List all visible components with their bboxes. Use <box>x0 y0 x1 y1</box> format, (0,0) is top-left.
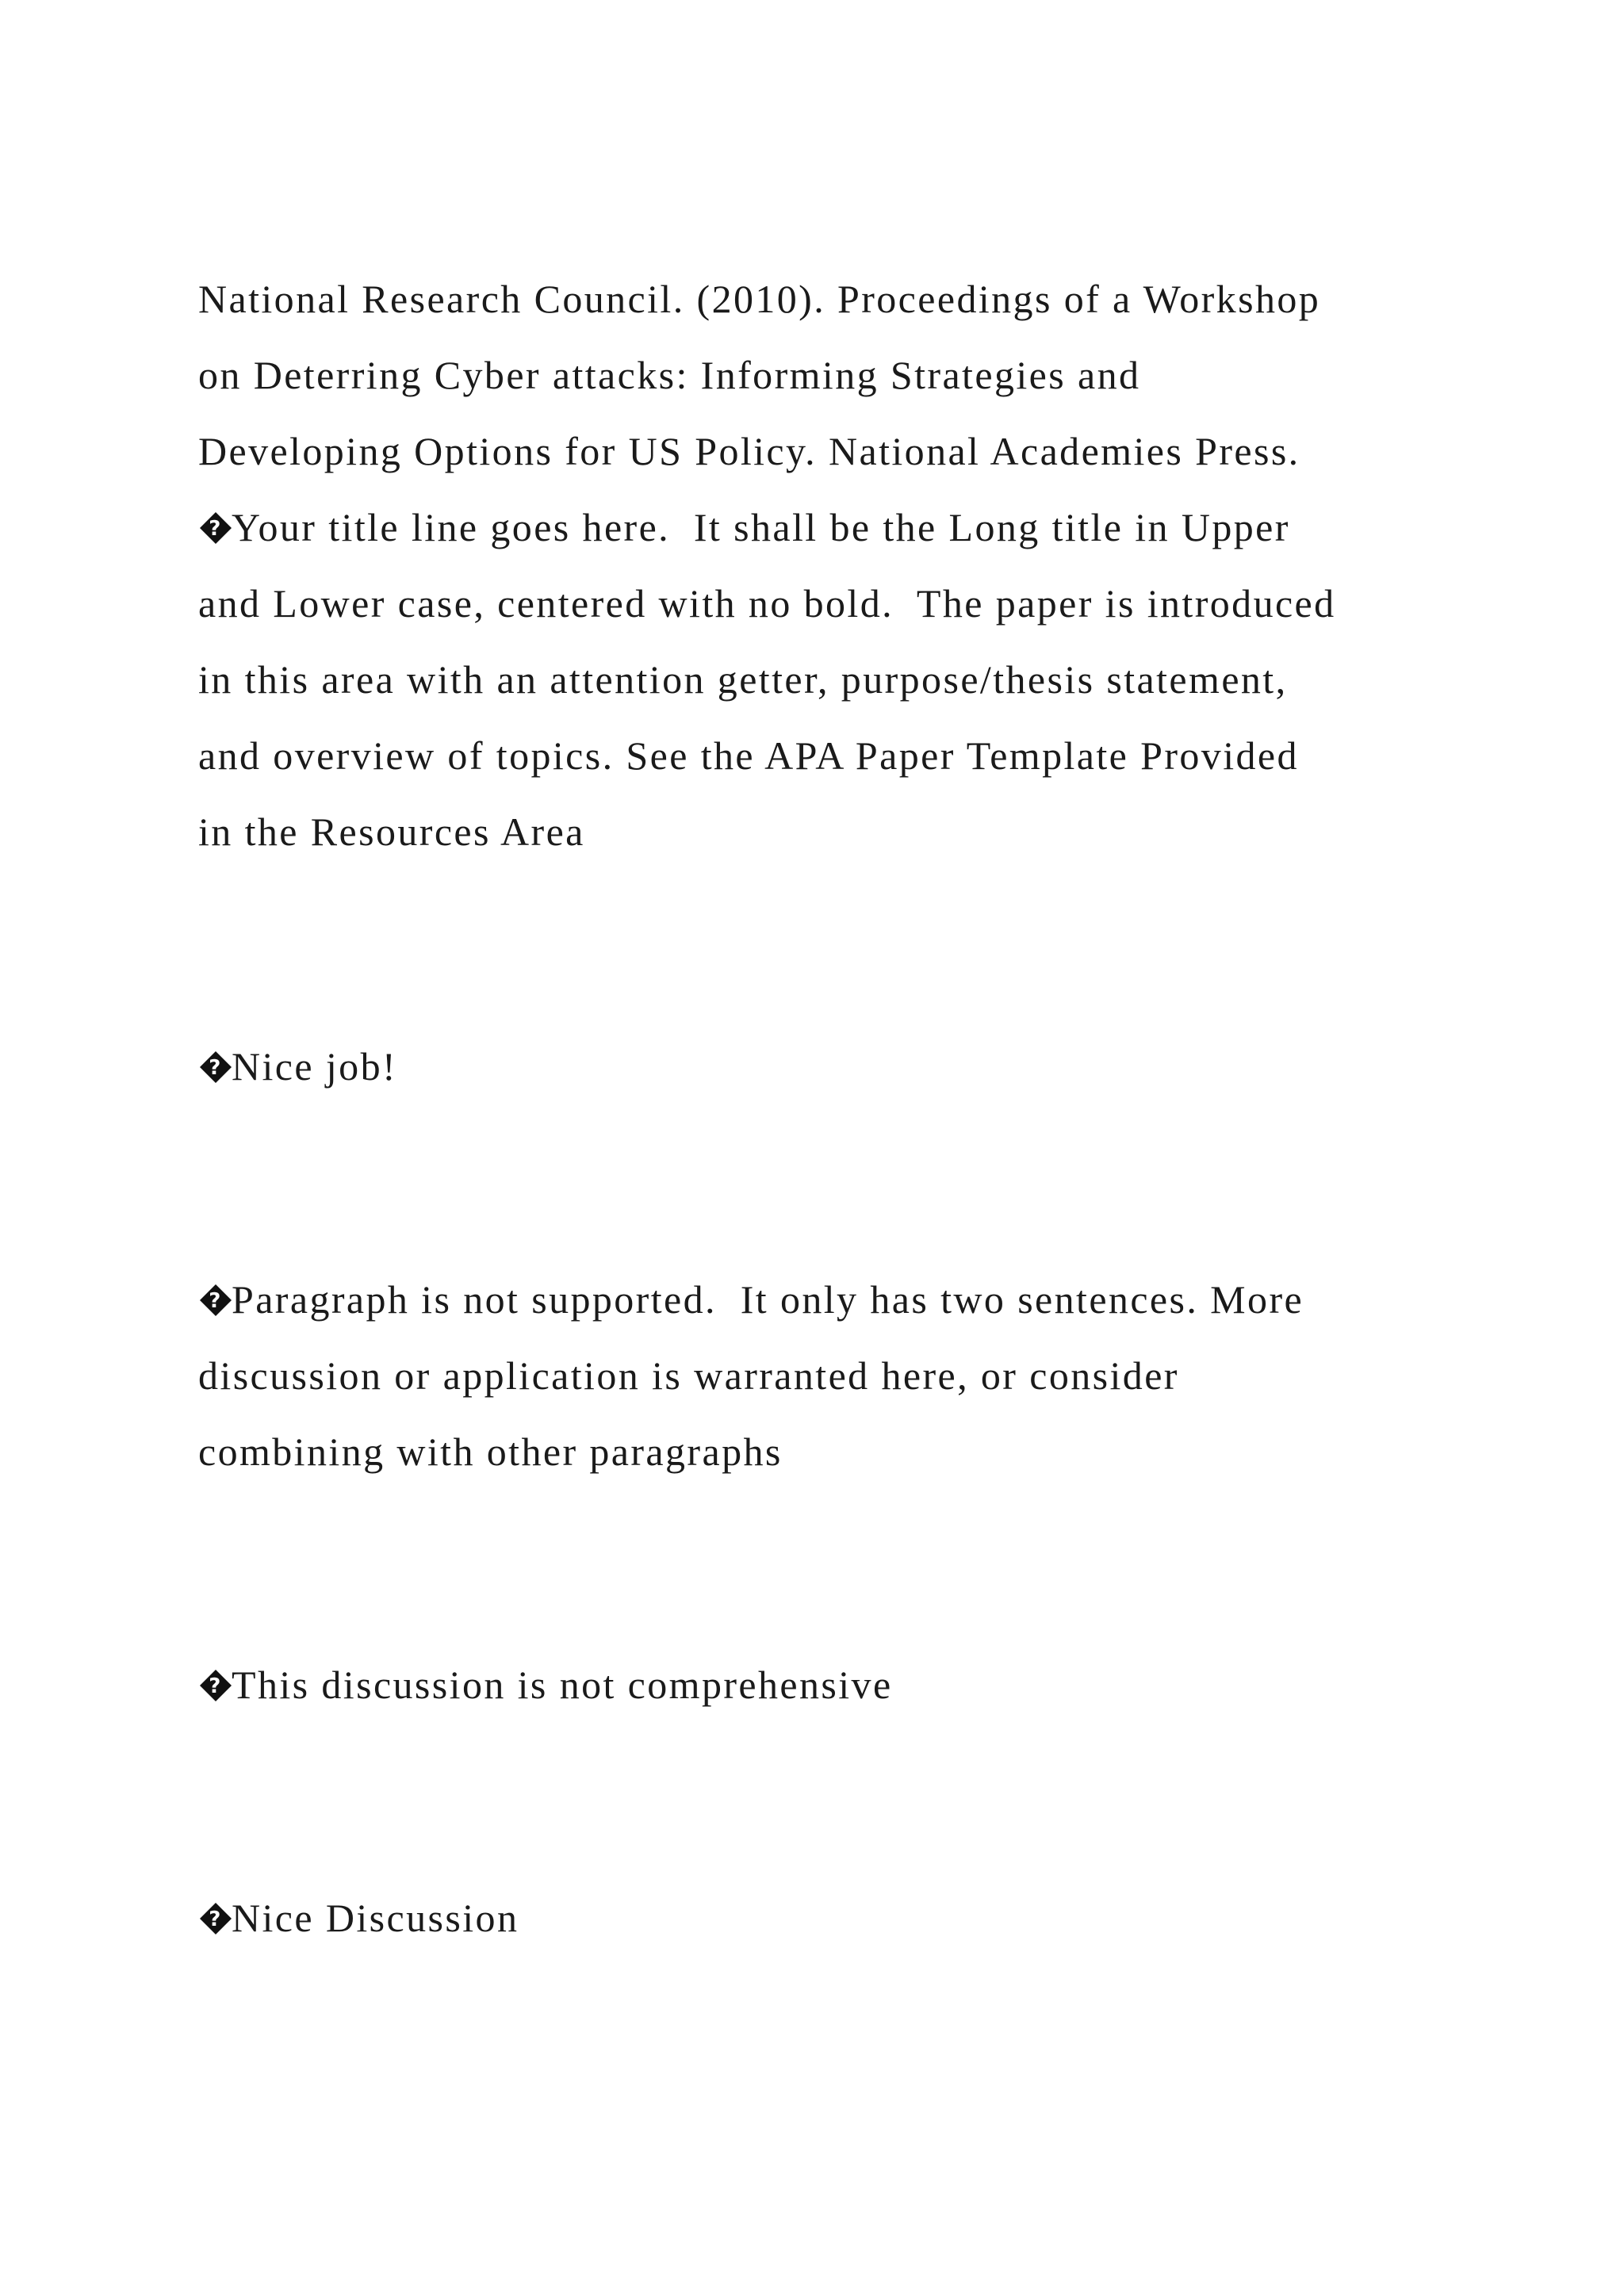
comment-1-line-4: and overview of topics. See the APA Paper Template Provided <box>198 733 1299 778</box>
comment-3-line-2: discussion or application is warranted here, or consider <box>198 1353 1179 1398</box>
comment-3-line-3: combining with other paragraphs <box>198 1429 783 1474</box>
comment-1-text-1: Your title line goes here. It shall be the Long title in Upper <box>232 505 1290 549</box>
reference-line-3: Developing Options for US Policy. National Academies Press. <box>198 429 1300 473</box>
comment-2-line-1 <box>198 1044 398 1089</box>
svg-text:?: ? <box>209 1908 223 1931</box>
comment-2-text-1: Nice job! <box>232 1044 398 1089</box>
svg-text:?: ? <box>209 1289 223 1313</box>
comment-1-line-5: in the Resources Area <box>198 809 585 854</box>
comment-3-text-1: Paragraph is not supported. It only has two sentences. More <box>232 1277 1304 1322</box>
replacement-char-icon <box>198 1668 233 1703</box>
comment-5-text-1: Nice Discussion <box>232 1896 519 1940</box>
comment-1-line-3: in this area with an attention getter, purpose/thesis statement, <box>198 657 1288 702</box>
reference-line-1: National Research Council. (2010). Proceedings of a Workshop <box>198 277 1321 321</box>
comment-4-text-1: This discussion is not comprehensive <box>232 1663 893 1707</box>
replacement-char-icon <box>198 1901 233 1936</box>
comment-3-line-1 <box>198 1277 1304 1322</box>
replacement-char-icon <box>198 511 233 545</box>
comment-1-line-1 <box>198 507 1290 547</box>
comment-4-line-1 <box>198 1665 893 1705</box>
svg-text:?: ? <box>209 1056 223 1080</box>
reference-line-2: on Deterring Cyber attacks: Informing Strategies and <box>198 353 1141 397</box>
replacement-char-icon <box>198 1050 233 1085</box>
svg-text:?: ? <box>209 517 223 541</box>
comment-5-line-1 <box>198 1898 519 1938</box>
comment-1-line-2: and Lower case, centered with no bold. The paper is introduced <box>198 581 1336 626</box>
replacement-char-icon <box>198 1283 233 1318</box>
svg-text:?: ? <box>209 1674 223 1698</box>
